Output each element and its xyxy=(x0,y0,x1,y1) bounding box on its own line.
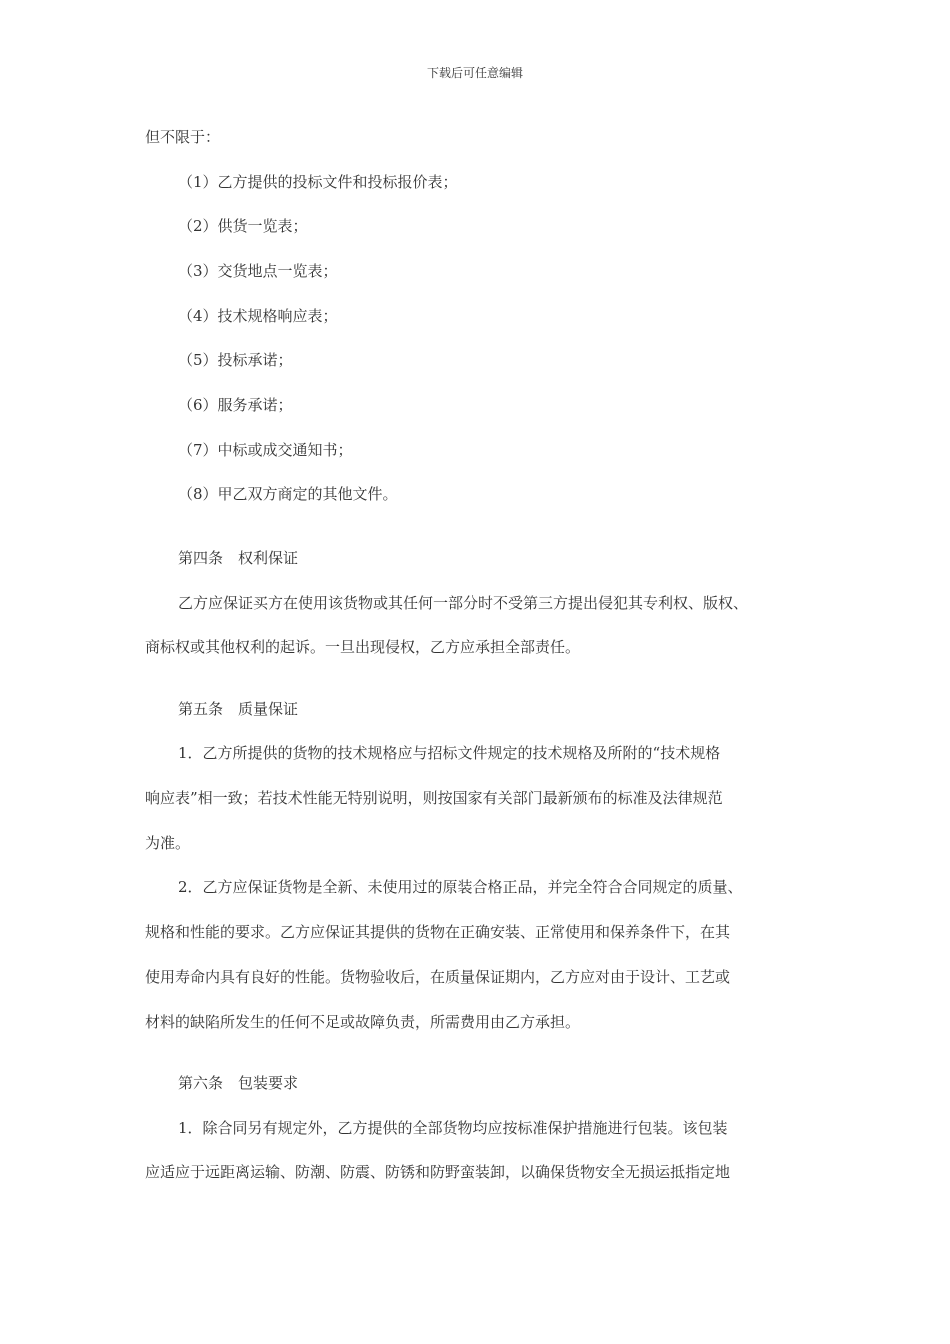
article-5-paragraph-2-line: 使用寿命内具有良好的性能。货物验收后，在质量保证期内，乙方应对由于设计、工艺或 xyxy=(145,968,731,986)
contract-doc-item: （8）甲乙双方商定的其他文件。 xyxy=(178,485,398,503)
article-4-title: 第四条 权利保证 xyxy=(178,549,299,567)
intro-text: 但不限于： xyxy=(145,128,221,146)
article-4-paragraph-line: 乙方应保证买方在使用该货物或其任何一部分时不受第三方提出侵犯其专利权、版权、 xyxy=(178,594,749,612)
article-5-paragraph-1-line: 为准。 xyxy=(145,834,191,852)
contract-doc-item: （4）技术规格响应表； xyxy=(178,307,338,325)
article-5-paragraph-2-line: 规格和性能的要求。乙方应保证其提供的货物在正确安装、正常使用和保养条件下，在其 xyxy=(145,923,731,941)
article-5-paragraph-1-line: 1．乙方所提供的货物的技术规格应与招标文件规定的技术规格及所附的“技术规格 xyxy=(178,744,721,762)
article-4-paragraph-line: 商标权或其他权利的起诉。一旦出现侵权，乙方应承担全部责任。 xyxy=(145,638,581,656)
article-6-paragraph-1-line: 应适应于远距离运输、防潮、防震、防锈和防野蛮装卸，以确保货物安全无损运抵指定地 xyxy=(145,1163,731,1181)
contract-doc-item: （1）乙方提供的投标文件和投标报价表； xyxy=(178,173,458,191)
contract-doc-item: （7）中标或成交通知书； xyxy=(178,441,353,459)
article-6-title: 第六条 包装要求 xyxy=(178,1074,299,1092)
contract-doc-item: （5）投标承诺； xyxy=(178,351,293,369)
contract-doc-item: （3）交货地点一览表； xyxy=(178,262,338,280)
contract-doc-item: （6）服务承诺； xyxy=(178,396,293,414)
contract-doc-item: （2）供货一览表； xyxy=(178,217,308,235)
article-5-paragraph-2-line: 2．乙方应保证货物是全新、未使用过的原装合格正品，并完全符合合同规定的质量、 xyxy=(178,878,743,896)
page-header-note: 下载后可任意编辑 xyxy=(426,66,523,80)
article-5-paragraph-1-line: 响应表”相一致；若技术性能无特别说明，则按国家有关部门最新颁布的标准及法律规范 xyxy=(145,789,723,807)
article-5-title: 第五条 质量保证 xyxy=(178,700,299,718)
article-6-paragraph-1-line: 1．除合同另有规定外，乙方提供的全部货物均应按标准保护措施进行包装。该包装 xyxy=(178,1119,728,1137)
article-5-paragraph-2-line: 材料的缺陷所发生的任何不足或故障负责，所需费用由乙方承担。 xyxy=(145,1013,581,1031)
